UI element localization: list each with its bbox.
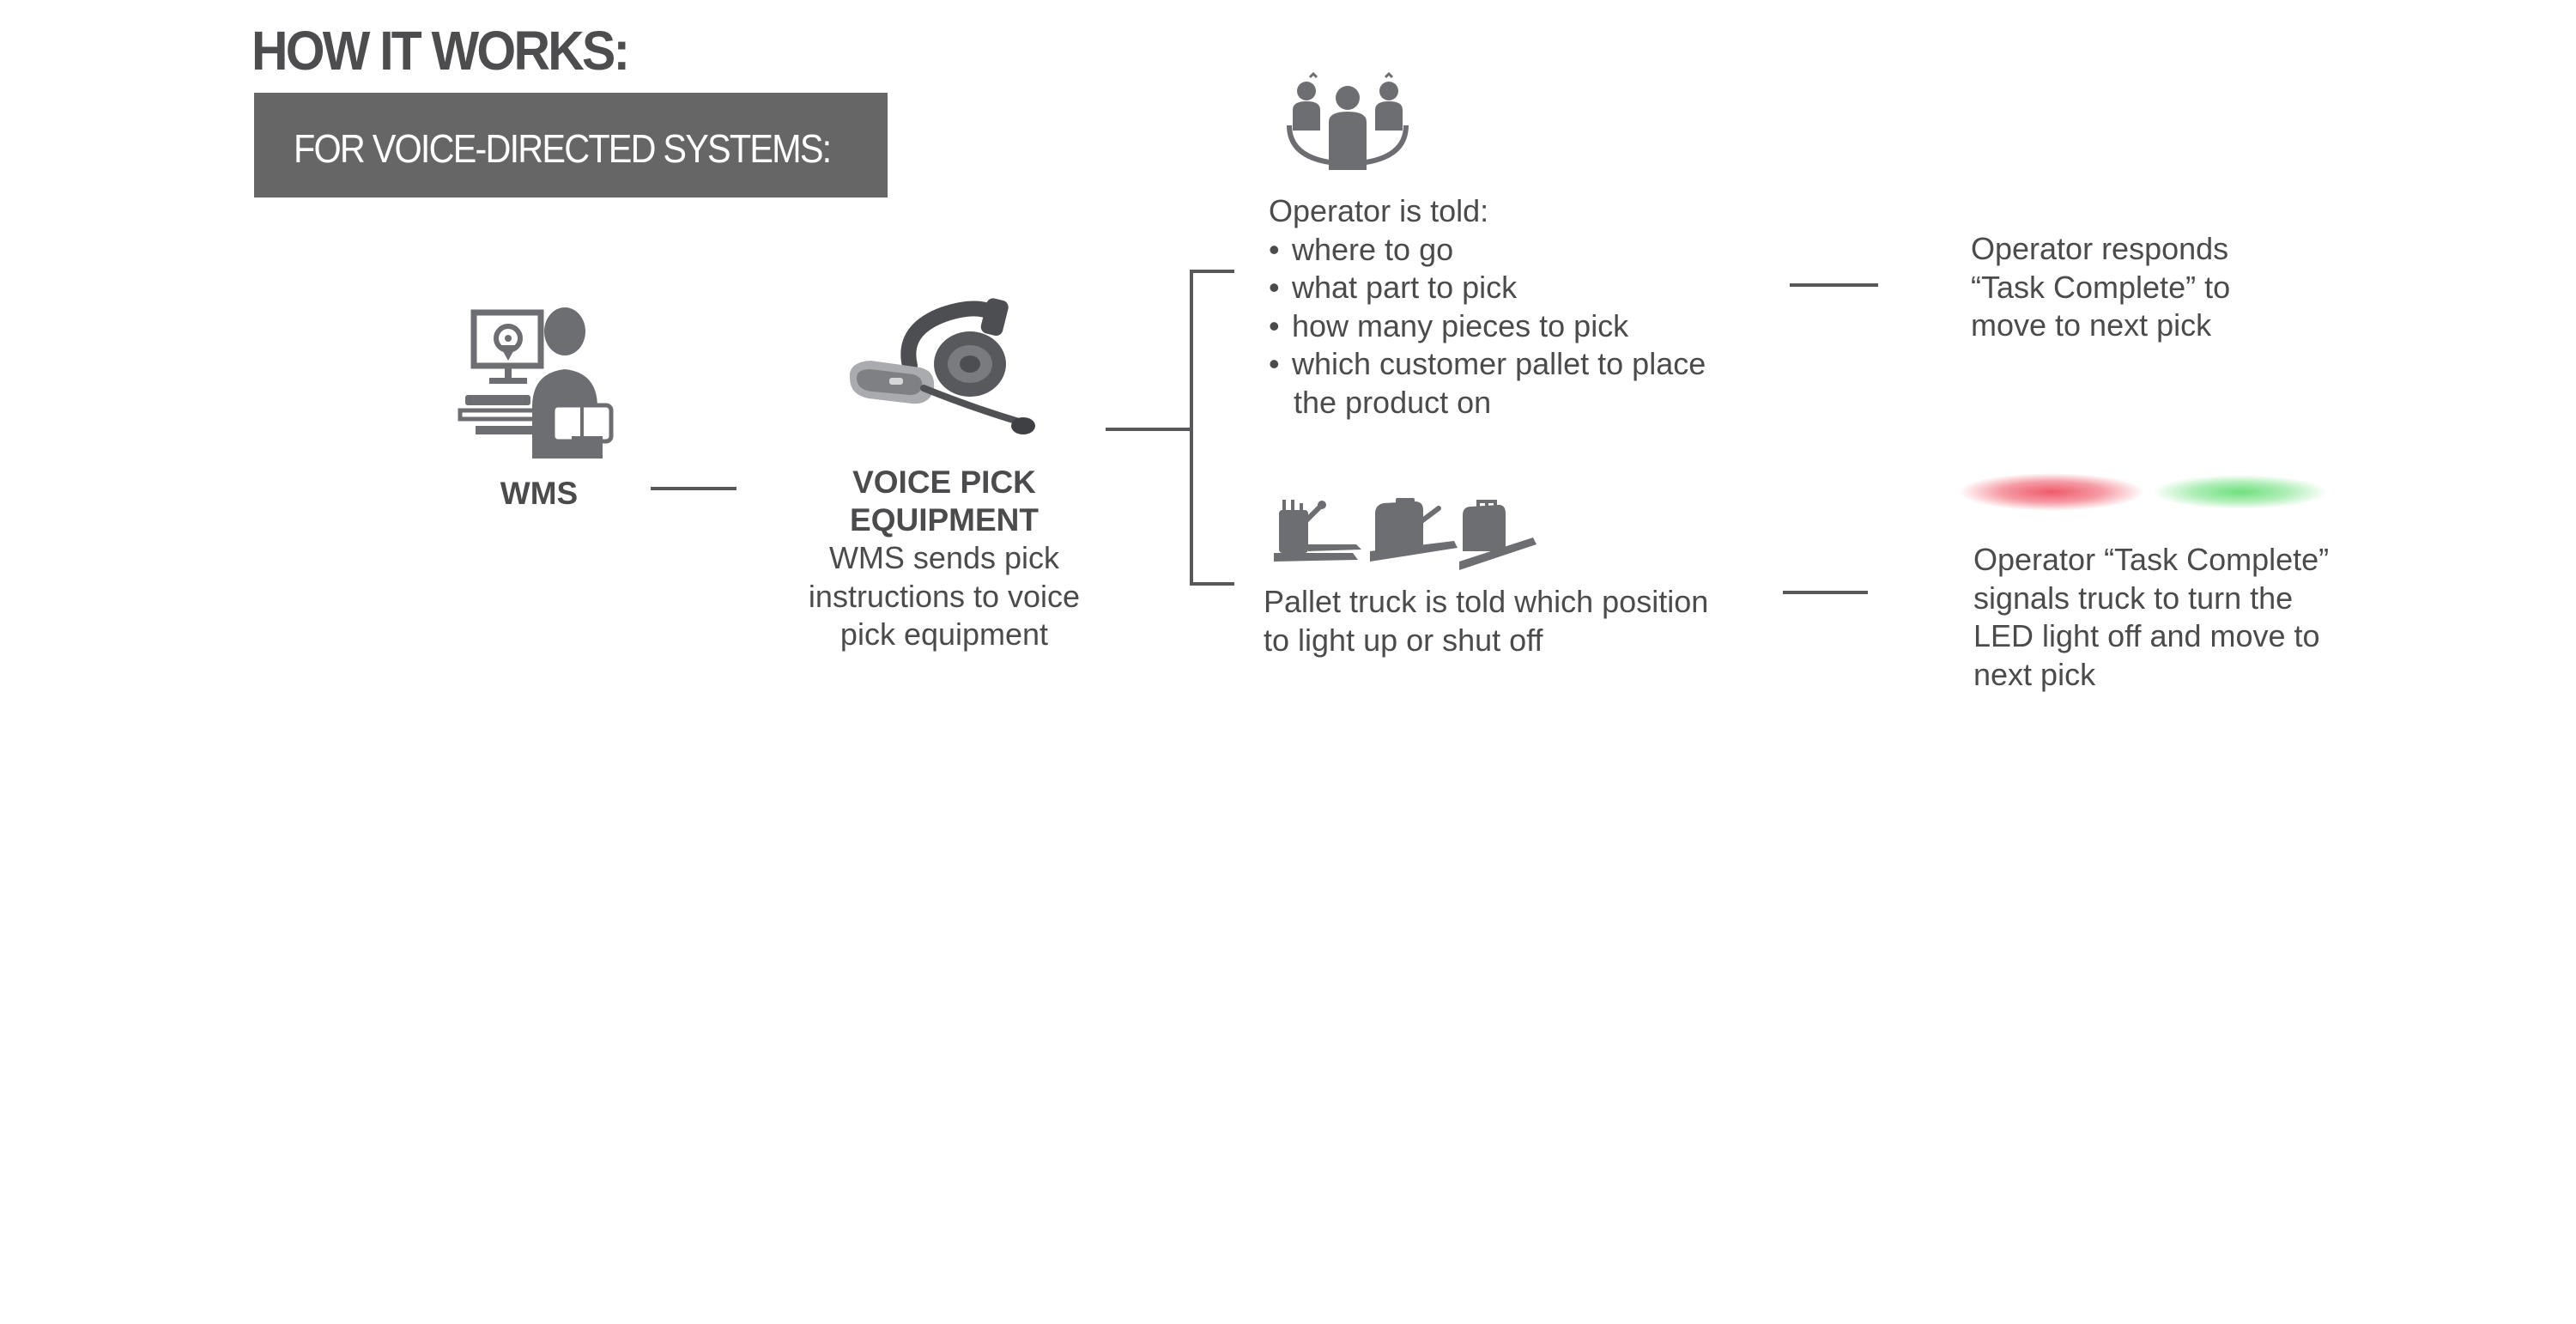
bullet: •: [1269, 231, 1280, 267]
response-line: move to next pick: [1971, 307, 2212, 343]
led-signal-text: [1973, 541, 2329, 694]
instruction-item: [1269, 345, 1706, 384]
pallet-line: to light up or shut off: [1264, 622, 1543, 658]
instruction-text: how many pieces to pick: [1292, 307, 1629, 343]
voice-desc-line: pick equipment: [839, 616, 1049, 652]
voice-pick-description: [755, 539, 1133, 654]
instruction-item: [1269, 269, 1706, 307]
led-line: signals truck to turn the: [1973, 580, 2294, 616]
instruction-text: which customer pallet to place: [1292, 346, 1706, 381]
led-lights-icon: [1957, 471, 2335, 513]
bullet: •: [1269, 346, 1280, 381]
voice-desc-line: WMS sends pick: [828, 540, 1060, 575]
response-line: “Task Complete” to: [1971, 269, 2231, 305]
branch-bracket: [1191, 271, 1234, 584]
led-line: Operator “Task Complete”: [1973, 542, 2330, 577]
voice-pick-label: [755, 464, 1133, 539]
page-title: HOW IT WORKS:: [252, 20, 628, 82]
voice-pick-label-line-2: EQUIPMENT: [850, 502, 1039, 537]
response-line: Operator responds: [1971, 231, 2229, 266]
instruction-text: what part to pick: [1292, 270, 1518, 305]
voice-headset-icon: [841, 295, 1040, 443]
instruction-text: where to go: [1292, 231, 1454, 267]
red-led-icon: [1959, 473, 2144, 511]
operator-response-text: [1971, 230, 2230, 345]
pallet-line: Pallet truck is told which position: [1264, 584, 1709, 619]
voice-desc-line: instructions to voice: [808, 578, 1081, 614]
led-line: LED light off and move to: [1973, 618, 2320, 653]
led-line: next pick: [1973, 656, 2096, 692]
voice-pick-label-line-1: VOICE PICK: [852, 465, 1036, 500]
instruction-item: [1269, 307, 1706, 346]
operator-intro: Operator is told:: [1269, 193, 1489, 228]
operator-instructions: [1269, 192, 1706, 422]
wms-label: WMS: [500, 476, 579, 511]
section-banner-label: FOR VOICE-DIRECTED SYSTEMS:: [294, 126, 831, 171]
bullet: •: [1269, 270, 1280, 305]
instruction-continuation: the product on: [1294, 384, 1492, 420]
green-led-icon: [2153, 475, 2328, 509]
wms-operator-icon: [460, 306, 615, 459]
instruction-item: [1269, 231, 1706, 270]
pallet-truck-text: [1264, 583, 1708, 659]
bullet: •: [1269, 307, 1280, 343]
operator-group-icon: [1284, 74, 1411, 172]
pallet-trucks-icon: [1270, 498, 1537, 575]
